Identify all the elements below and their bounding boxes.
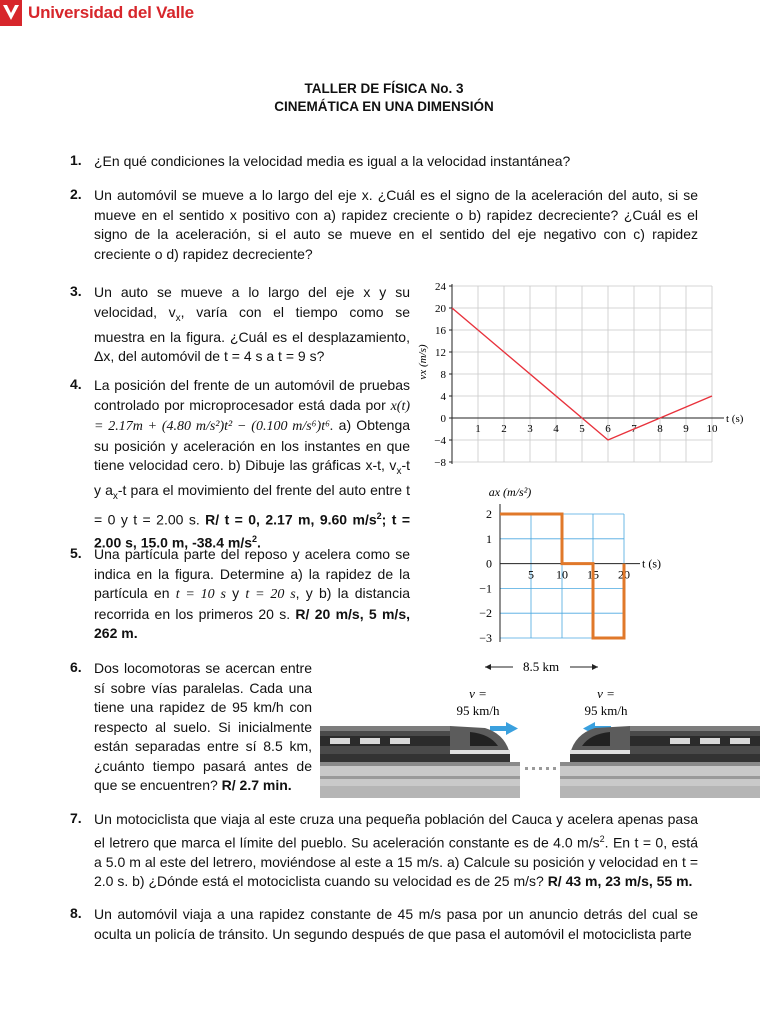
page-subtitle: CINEMÁTICA EN UNA DIMENSIÓN (274, 99, 494, 114)
y-tick-label: 12 (435, 347, 446, 359)
answer: R/ t = 0, 2.17 m, 9.60 m/s (205, 511, 377, 528)
tick-labels (434, 281, 718, 469)
x-tick-label: 3 (527, 423, 533, 435)
y-axis-label: vx (m/s) (417, 344, 429, 380)
y-tick-label: −1 (479, 581, 492, 596)
y-tick-label: 16 (435, 325, 446, 337)
y-tick-label: 2 (486, 507, 492, 521)
right-locomotive (570, 726, 760, 762)
chart-grid (452, 286, 712, 462)
y-tick-label: −3 (479, 631, 492, 645)
university-logo (0, 0, 194, 28)
right-speed-label: 95 km/h (584, 703, 628, 718)
locomotives-illustration (320, 656, 760, 798)
y-tick-label: 24 (435, 281, 446, 293)
question-1: ¿En qué condiciones la velocidad media es igual a la velocidad instantánea? (94, 153, 571, 169)
x-tick-label: 2 (501, 423, 507, 435)
tick-labels (479, 507, 630, 645)
question-number: 2. (70, 186, 82, 202)
question-number: 7. (70, 810, 82, 826)
answer: R/ 43 m, 23 m/s, 55 m. (547, 873, 693, 890)
x-tick-label: 4 (553, 423, 559, 435)
x-axis-label: t (s) (726, 413, 744, 425)
left-locomotive (320, 726, 510, 762)
question-5: Una partícula parte del reposo y acelera como se indica en la figura. Determine a) la rapidez de la partícula en t = 10 s y t = 20 s, y b) la distancia recorrida en los primeros 20 s. R/ 20 m/s, 5 m/s, 262 m. (94, 546, 410, 641)
y-tick-label: −4 (434, 435, 446, 447)
y-tick-label: −8 (434, 457, 446, 469)
y-tick-label: 8 (440, 369, 446, 381)
y-tick-label: −2 (479, 606, 492, 621)
x-tick-label: 8 (657, 423, 663, 435)
y-tick-label: 4 (440, 391, 446, 403)
x-tick-label: 20 (618, 567, 630, 582)
x-tick-label: 10 (556, 567, 568, 582)
distance-label: 8.5 km (522, 659, 560, 674)
question-number: 3. (70, 283, 82, 299)
position-formula: x(t) = 2.17m + (4.80 m/s²)t² − (0.100 m/s⁶)t⁶. (94, 398, 410, 434)
question-4: La posición del frente de un automóvil de pruebas controlado por microprocesador está dada por x(t) = 2.17m + (4.80 m/s²)t² − (0.100 m/s⁶)t⁶. a) Obtenga su posición y aceleración en los instantes en que tiene velocidad cero. b) Dibuje las gráficas x-t, $v_x-t$ y $a_x-t$ para el movimiento del frente del auto entre t = 0 y t = 2.00 s. R/ t = 0, 2.17 m, 9.60 $m/s^2$; t = 2.00 s, 15.0 m, -38.4 $m/s^2$. (94, 377, 411, 551)
question-3: Un auto se mueve a lo largo del eje x y su velocidad, $v_x$, varía con el tiempo como se muestra en la figura. ¿Cuál es el desplazamiento, Δx, del automóvil de t = 4 s a t = 9 s? (94, 284, 410, 365)
x-tick-label: 6 (605, 423, 611, 435)
university-seal-icon (0, 0, 22, 26)
x-tick-label: 7 (631, 423, 637, 435)
x-tick-label: 10 (706, 423, 718, 435)
y-tick-label: 1 (486, 531, 492, 546)
question-number: 1. (70, 152, 82, 168)
rail-track (320, 762, 760, 798)
question-8: Un automóvil viaja a una rapidez constante de 45 m/s pasa por un anuncio detrás del cual se oculta un policía de tránsito. Un segundo después de que pasa el automóvil el motociclista parte (94, 906, 698, 942)
acceleration-time-chart (450, 478, 675, 648)
y-axis-label: ax (m/s²) (488, 485, 532, 499)
y-tick-label: 20 (435, 303, 446, 315)
university-name: Universidad del Valle (28, 3, 194, 22)
question-2: Un automóvil se mueve a lo largo del eje x. ¿Cuál es el signo de la aceleración del auto, si se mueve en el sentido x positivo con a) rapidez creciente o b) rapidez decreciente? ¿Cuál es el signo de la aceleración, si el auto se mueve en el sentido del eje negativo con c) rapidez creciente o d) rapidez decreciente? (94, 187, 698, 262)
page-title: TALLER DE FÍSICA No. 3 (304, 81, 464, 96)
x-tick-label: 5 (528, 567, 534, 582)
x-tick-label: 15 (587, 567, 599, 582)
y-tick-label: 0 (440, 413, 446, 425)
x-axis-label: t (s) (642, 556, 661, 571)
left-speed-label: 95 km/h (456, 703, 500, 718)
x-tick-label: 9 (683, 423, 689, 435)
right-velocity-symbol: v = (597, 686, 615, 701)
left-velocity-symbol: v = (469, 686, 487, 701)
question-number: 8. (70, 905, 82, 921)
question-7: Un motociclista que viaja al este cruza una pequeña población del Cauca y acelera apenas pasa el letrero que marca el límite del pueblo. Su aceleración constante es de 4.0 $m/s^2$. En t = 0, está a 5.0 m al este del letrero, moviéndose al este a 15 m/s. a) Calcule su posición y velocidad en t = 2.0 s. b) ¿Dónde está el motociclista cuando su velocidad es de 25 m/s? R/ 43 m, 23 m/s, 55 m. (94, 811, 698, 890)
question-number: 4. (70, 376, 82, 392)
answer: R/ 2.7 min. (221, 777, 292, 793)
question-6: Dos locomotoras se acercan entre sí sobre vías paralelas. Cada una tiene una rapidez de 95 km/h con respecto al suelo. Si inicialmente están separadas entre sí 8.5 km, ¿cuánto tiempo pasará antes de que se encuentren? R/ 2.7 min. (94, 660, 312, 793)
x-tick-label: 5 (579, 423, 585, 435)
velocity-time-chart (410, 278, 755, 470)
question-number: 5. (70, 545, 82, 561)
x-tick-label: 1 (475, 423, 481, 435)
distance-indicator (485, 659, 598, 674)
question-number: 6. (70, 659, 82, 675)
answer: R/ 20 m/s, 5 m/s, 262 m. (94, 605, 410, 641)
y-tick-label: 0 (486, 556, 492, 571)
